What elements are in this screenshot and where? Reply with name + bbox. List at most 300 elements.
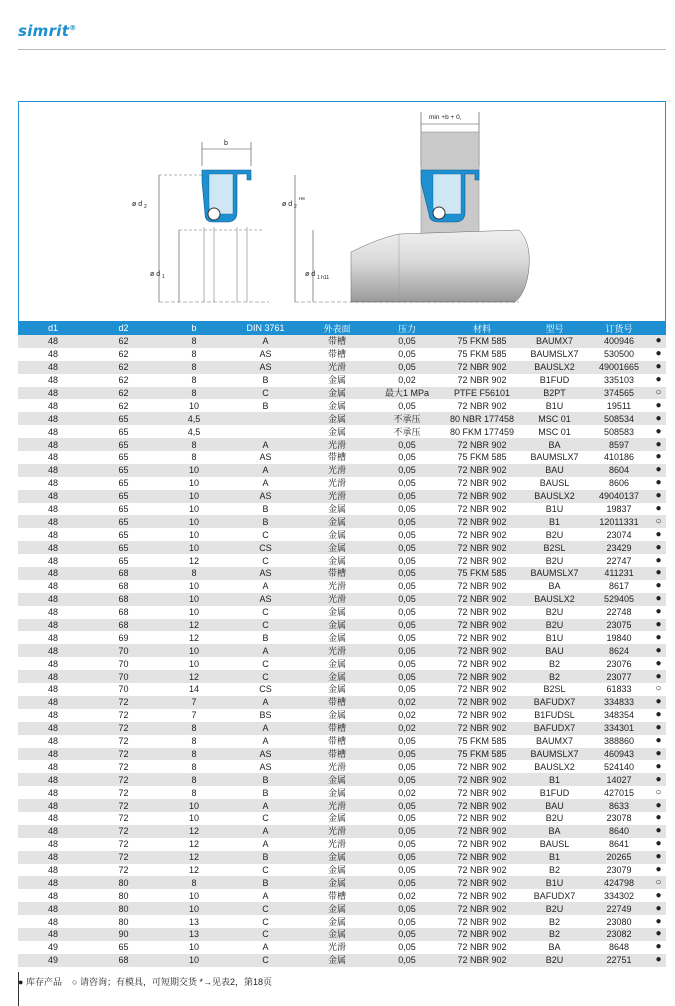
availability-cell: ● [651,825,666,838]
availability-cell: ○ [651,786,666,799]
table-cell: 8 [159,374,229,387]
table-cell: B1U [522,503,587,516]
table-cell: C [229,902,302,915]
table-cell: 23076 [587,657,651,670]
table-row [18,644,666,657]
table-cell: 光滑 [302,477,372,490]
table-cell: 金属 [302,631,372,644]
availability-cell: ● [651,528,666,541]
table-cell: 72 NBR 902 [442,799,522,812]
table-cell: 72 [88,838,159,851]
table-cell: 62 [88,399,159,412]
table-cell: 10 [159,528,229,541]
table-cell: 72 NBR 902 [442,954,522,967]
table-row [18,425,666,438]
availability-cell: ● [651,619,666,632]
table-cell: 12 [159,864,229,877]
table-cell: 48 [18,374,88,387]
table-cell: 72 NBR 902 [442,941,522,954]
table-cell: 62 [88,348,159,361]
table-cell: 62 [88,387,159,400]
table-cell: B [229,503,302,516]
table-cell: 金属 [302,709,372,722]
table-cell: 68 [88,593,159,606]
dim-d2-label-right: ø d [282,201,293,208]
table-cell: 不承压 [372,412,442,425]
table-cell: 65 [88,941,159,954]
availability-cell: ● [651,554,666,567]
table-cell: 带槽 [302,567,372,580]
table-cell: 72 NBR 902 [442,889,522,902]
table-cell: 80 FKM 177459 [442,425,522,438]
table-row [18,876,666,889]
inquiry-symbol: ○ [71,977,78,987]
table-cell: 23074 [587,528,651,541]
table-cell: 529405 [587,593,651,606]
dim-d1-label-right: ø d [305,271,316,278]
table-cell: B1 [522,851,587,864]
table-cell: 48 [18,709,88,722]
table-row [18,864,666,877]
table-cell: 12 [159,825,229,838]
column-header: b [159,321,229,335]
table-cell: BAUSLX2 [522,593,587,606]
table-cell: 12 [159,670,229,683]
table-cell: B1 [522,515,587,528]
table-cell: 48 [18,722,88,735]
availability-cell: ● [651,889,666,902]
table-cell: 65 [88,451,159,464]
table-cell: A [229,477,302,490]
availability-cell: ● [651,838,666,851]
availability-cell: ● [651,631,666,644]
table-cell: 48 [18,619,88,632]
table-cell: 48 [18,528,88,541]
table-cell: 金属 [302,515,372,528]
table-cell: 10 [159,593,229,606]
dim-d1-label: ø d [150,271,161,278]
table-cell: 0,02 [372,696,442,709]
table-cell: 光滑 [302,644,372,657]
table-cell: 0,05 [372,735,442,748]
table-cell: 72 NBR 902 [442,631,522,644]
table-cell: 8 [159,361,229,374]
table-row [18,851,666,864]
table-cell: 427015 [587,786,651,799]
table-cell: 金属 [302,786,372,799]
seal-diagram [18,101,666,321]
table-cell: 带槽 [302,451,372,464]
header-divider [18,49,666,50]
availability-cell: ● [651,851,666,864]
table-cell: 0,05 [372,657,442,670]
table-cell: 72 NBR 902 [442,503,522,516]
table-header-row [18,321,666,335]
table-cell: 70 [88,657,159,670]
table-cell: 7 [159,709,229,722]
table-row [18,619,666,632]
table-cell: 72 NBR 902 [442,580,522,593]
table-cell: AS [229,760,302,773]
table-cell: BAUSLX2 [522,361,587,374]
availability-cell: ● [651,335,666,348]
table-cell: 48 [18,748,88,761]
table-cell: 8624 [587,644,651,657]
table-cell: 12 [159,619,229,632]
table-row [18,748,666,761]
table-cell: 0,05 [372,554,442,567]
table-row [18,399,666,412]
table-cell: B2 [522,670,587,683]
table-row [18,593,666,606]
table-cell: 8 [159,335,229,348]
column-header: DIN 3761 [229,321,302,335]
table-cell: 49 [18,941,88,954]
table-cell: 72 NBR 902 [442,399,522,412]
table-cell: 72 NBR 902 [442,722,522,735]
table-cell: B2 [522,928,587,941]
table-row [18,606,666,619]
table-cell: C [229,387,302,400]
table-cell: 10 [159,799,229,812]
availability-cell: ● [651,864,666,877]
table-cell: 48 [18,670,88,683]
table-cell: 0,02 [372,722,442,735]
table-cell: 48 [18,425,88,438]
table-cell: C [229,554,302,567]
table-cell: 0,05 [372,644,442,657]
availability-cell: ● [651,773,666,786]
table-cell: BA [522,825,587,838]
table-cell: 65 [88,464,159,477]
reference-label: *→见表2，第18页 [199,977,272,987]
table-cell: 金属 [302,606,372,619]
table-cell: 8633 [587,799,651,812]
table-cell: 72 NBR 902 [442,528,522,541]
table-cell: 8 [159,348,229,361]
table-cell: AS [229,361,302,374]
table-row [18,374,666,387]
table-cell: 48 [18,799,88,812]
table-cell: B1U [522,399,587,412]
table-cell: 8641 [587,838,651,851]
table-cell: 金属 [302,374,372,387]
table-cell: 72 NBR 902 [442,760,522,773]
table-cell: 10 [159,889,229,902]
table-cell: 48 [18,825,88,838]
table-cell: 72 NBR 902 [442,515,522,528]
table-cell: 65 [88,490,159,503]
table-cell: C [229,606,302,619]
table-cell: 0,05 [372,451,442,464]
table-cell: 最大1 MPa [372,387,442,400]
table-cell: BA [522,580,587,593]
table-cell: 光滑 [302,760,372,773]
table-cell: 金属 [302,928,372,941]
table-cell: 65 [88,541,159,554]
availability-cell: ● [651,709,666,722]
table-cell: 72 NBR 902 [442,876,522,889]
table-cell: 72 [88,825,159,838]
footnote [18,975,272,988]
table-cell: 0,05 [372,954,442,967]
table-cell [229,425,302,438]
table-cell: A [229,335,302,348]
stock-symbol: ● [18,977,24,987]
table-cell: 72 NBR 902 [442,490,522,503]
table-cell: 带槽 [302,748,372,761]
table-cell: 48 [18,696,88,709]
table-cell: BAFUDX7 [522,889,587,902]
table-cell: 14027 [587,773,651,786]
column-header: 型号 [522,321,587,335]
table-cell: 4,5 [159,425,229,438]
table-cell: 424798 [587,876,651,889]
table-cell: AS [229,748,302,761]
table-row [18,477,666,490]
seal-table [18,321,666,967]
table-cell: BAUMSLX7 [522,348,587,361]
table-cell: 0,05 [372,928,442,941]
table-cell: 400946 [587,335,651,348]
table-cell: 金属 [302,425,372,438]
table-cell: 0,05 [372,902,442,915]
table-cell: 22747 [587,554,651,567]
table-cell: 48 [18,606,88,619]
table-cell: 48 [18,348,88,361]
table-cell: 48 [18,554,88,567]
availability-cell: ● [651,580,666,593]
table-cell: 光滑 [302,941,372,954]
table-cell: 334302 [587,889,651,902]
table-cell: 光滑 [302,838,372,851]
table-cell: 48 [18,876,88,889]
table-cell: B1FUDSL [522,709,587,722]
table-cell: 0,05 [372,399,442,412]
table-cell: 48 [18,889,88,902]
table-cell: 72 NBR 902 [442,683,522,696]
table-cell: AS [229,451,302,464]
right-drawing [282,112,529,302]
table-cell: 72 NBR 902 [442,773,522,786]
table-cell: 10 [159,503,229,516]
table-cell: 10 [159,580,229,593]
table-cell: B [229,374,302,387]
table-cell: 带槽 [302,348,372,361]
table-cell: 金属 [302,399,372,412]
table-cell: 72 [88,812,159,825]
table-cell: 72 NBR 902 [442,864,522,877]
table-cell: 72 [88,722,159,735]
table-cell: 72 NBR 902 [442,825,522,838]
table-cell: 23429 [587,541,651,554]
table-cell: 8604 [587,464,651,477]
table-cell: 10 [159,477,229,490]
table-cell: 72 [88,851,159,864]
table-cell: 10 [159,644,229,657]
table-row [18,696,666,709]
table-cell: 0,05 [372,825,442,838]
availability-cell: ● [651,477,666,490]
availability-cell: ● [651,748,666,761]
availability-cell: ● [651,722,666,735]
table-cell: B2 [522,915,587,928]
table-cell: 光滑 [302,464,372,477]
table-cell: 0,05 [372,580,442,593]
table-cell: 65 [88,412,159,425]
table-cell: 48 [18,735,88,748]
table-row [18,786,666,799]
table-cell: C [229,928,302,941]
table-cell: BS [229,709,302,722]
table-cell: 12011331 [587,515,651,528]
table-row [18,670,666,683]
table-cell: 0,05 [372,438,442,451]
table-cell: 10 [159,902,229,915]
table-cell: 80 [88,915,159,928]
table-cell: 48 [18,399,88,412]
table-cell: C [229,528,302,541]
table-cell: 0,05 [372,348,442,361]
table-cell: 0,05 [372,670,442,683]
table-cell: 508583 [587,425,651,438]
table-cell: 8640 [587,825,651,838]
table-cell: 0,05 [372,631,442,644]
table-cell: 0,05 [372,606,442,619]
table-cell: 72 [88,773,159,786]
availability-cell: ○ [651,876,666,889]
table-cell: C [229,619,302,632]
table-cell: 12 [159,838,229,851]
table-cell: 0,02 [372,709,442,722]
table-cell: A [229,438,302,451]
table-cell: BAUSLX2 [522,490,587,503]
left-drawing [132,140,269,302]
availability-cell: ● [651,361,666,374]
table-row [18,631,666,644]
table-cell: A [229,838,302,851]
table-cell: BAFUDX7 [522,722,587,735]
table-cell: 68 [88,567,159,580]
table-cell: 8606 [587,477,651,490]
table-cell: 10 [159,399,229,412]
table-cell: AS [229,490,302,503]
table-cell: BA [522,941,587,954]
table-cell: 金属 [302,670,372,683]
table-cell: 金属 [302,528,372,541]
table-cell: 不承压 [372,425,442,438]
column-header: d2 [88,321,159,335]
table-cell: 22748 [587,606,651,619]
table-cell: 75 FKM 585 [442,748,522,761]
table-cell: 0,05 [372,464,442,477]
table-cell: 8 [159,786,229,799]
table-cell: 48 [18,361,88,374]
availability-cell: ● [651,760,666,773]
table-cell: 48 [18,786,88,799]
table-cell: 72 [88,748,159,761]
table-cell: 金属 [302,554,372,567]
table-cell: 65 [88,528,159,541]
availability-cell: ● [651,941,666,954]
availability-cell: ● [651,412,666,425]
table-cell: B2U [522,902,587,915]
table-cell: 49040137 [587,490,651,503]
availability-cell: ● [651,399,666,412]
table-cell: 72 NBR 902 [442,709,522,722]
table-row [18,541,666,554]
table-row [18,361,666,374]
table-cell: 8 [159,773,229,786]
table-cell: 金属 [302,954,372,967]
table-cell: 48 [18,438,88,451]
table-cell: 72 NBR 902 [442,464,522,477]
table-cell: BAUMSLX7 [522,567,587,580]
column-header: d1 [18,321,88,335]
table-cell: 8 [159,567,229,580]
table-cell: 48 [18,683,88,696]
table-cell: 80 [88,902,159,915]
table-row [18,941,666,954]
table-cell: 0,05 [372,477,442,490]
table-cell: 带槽 [302,722,372,735]
table-cell: 48 [18,812,88,825]
table-cell: A [229,941,302,954]
availability-cell: ● [651,954,666,967]
table-cell: A [229,464,302,477]
table-cell: 金属 [302,503,372,516]
table-cell: 62 [88,374,159,387]
table-cell: 8 [159,722,229,735]
stock-label: 库存产品 [25,977,62,987]
table-cell: A [229,825,302,838]
table-cell: 374565 [587,387,651,400]
table-cell: 62 [88,361,159,374]
table-cell: BAUSL [522,838,587,851]
table-cell: 411231 [587,567,651,580]
table-cell: 0,05 [372,361,442,374]
table-row [18,412,666,425]
table-cell: BAFUDX7 [522,696,587,709]
table-cell: B2U [522,528,587,541]
table-cell: 48 [18,864,88,877]
availability-cell: ○ [651,683,666,696]
table-cell: B2U [522,554,587,567]
table-cell: B [229,773,302,786]
table-cell: 金属 [302,864,372,877]
table-cell: 48 [18,464,88,477]
table-cell: 70 [88,683,159,696]
table-cell: 524140 [587,760,651,773]
table-cell: 72 NBR 902 [442,902,522,915]
availability-cell: ● [651,670,666,683]
inquiry-label: 请咨询；有模具，可短期交货 [79,977,197,987]
availability-cell: ● [651,735,666,748]
table-row [18,657,666,670]
table-cell: 光滑 [302,580,372,593]
table-cell: 72 NBR 902 [442,670,522,683]
table-cell: 48 [18,760,88,773]
table-cell: 48 [18,503,88,516]
table-cell: 23082 [587,928,651,941]
availability-cell: ● [651,593,666,606]
table-cell: 75 FKM 585 [442,348,522,361]
availability-cell: ● [651,915,666,928]
table-cell: 8648 [587,941,651,954]
table-cell: 388860 [587,735,651,748]
table-row [18,567,666,580]
table-cell: 72 NBR 902 [442,374,522,387]
